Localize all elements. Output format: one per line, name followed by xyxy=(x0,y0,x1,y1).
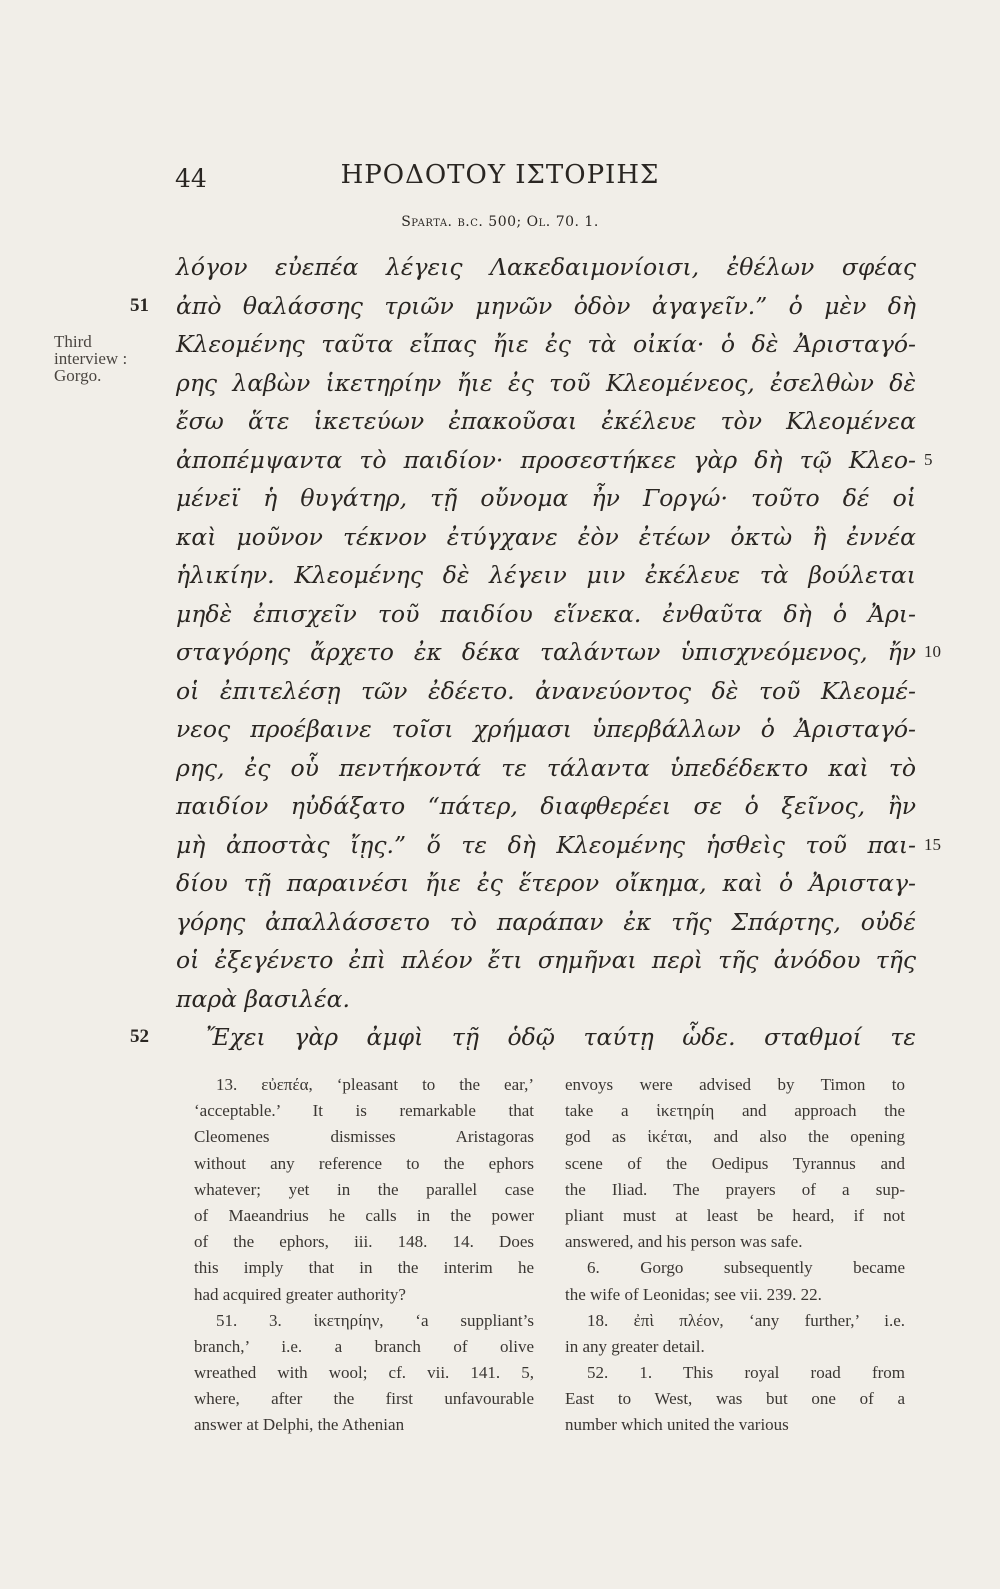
running-title: ΗΡΟΔΟΤΟΥ ΙΣΤΟΡΙΗΣ xyxy=(340,160,660,190)
line-number: 10 xyxy=(924,642,941,661)
greek-text-line xyxy=(176,325,916,364)
greek-text-line xyxy=(176,402,916,441)
greek-line-text: ἀποπέμψαντα τὸ παιδίον· προσεστήκεε γὰρ δὴ τῷ Κλεο- xyxy=(176,445,916,474)
greek-text-line xyxy=(176,749,916,788)
greek-line-text: λόγον εὐεπέα λέγεις Λακεδαιμονίοισι, ἐθέλων σφέας xyxy=(176,253,916,281)
greek-text-line xyxy=(176,941,916,980)
commentary-line: take a ἱκετηρίη and approach the xyxy=(565,1101,905,1121)
commentary-line: Cleomenes dismisses Aristagoras xyxy=(194,1127,534,1147)
greek-line-text: γόρης ἀπαλλάσσετο τὸ παράπαν ἐκ τῆς Σπάρτης, οὐδέ xyxy=(176,907,916,936)
greek-text-line xyxy=(176,710,916,749)
commentary-line: pliant must at least be heard, if not xyxy=(565,1205,905,1225)
commentary-line: branch,’ i.e. a branch of olive xyxy=(194,1336,534,1356)
commentary-line: in any greater detail. xyxy=(565,1336,705,1356)
commentary-line: East to West, was but one of a xyxy=(565,1389,905,1409)
greek-line-text: Κλεομένης ταῦτα εἴπας ἤιε ἐς τὰ οἰκία· ὁ δὲ Ἀρισταγό- xyxy=(176,330,916,358)
greek-text-line xyxy=(176,364,916,403)
commentary-line: 51. 3. ἱκετηρίην, ‘a suppliant’s xyxy=(216,1310,534,1330)
commentary-line: number which united the various xyxy=(565,1415,789,1435)
commentary-line: answer at Delphi, the Athenian xyxy=(194,1415,405,1435)
commentary-line: answered, and his person was safe. xyxy=(565,1232,803,1252)
greek-text-line xyxy=(130,287,916,326)
greek-text-line xyxy=(176,672,916,711)
greek-text-line xyxy=(176,441,933,480)
commentary-line: 13. εὐεπέα, ‘pleasant to the ear,’ xyxy=(216,1075,534,1094)
greek-text-line xyxy=(176,633,941,672)
section-number: 52 xyxy=(130,1026,149,1047)
commentary-line: god as ἱκέται, and also the opening xyxy=(565,1127,905,1147)
commentary-line: envoys were advised by Timon to xyxy=(565,1075,905,1094)
commentary-line: this imply that in the interim he xyxy=(194,1258,534,1278)
greek-text-line xyxy=(176,826,941,865)
greek-line-text: ρης λαβὼν ἱκετηρίην ἤιε ἐς τοῦ Κλεομένεος, ἐσελθὼν δὲ xyxy=(176,368,916,397)
commentary-left-column xyxy=(194,1072,534,1439)
commentary-line: wreathed with wool; cf. vii. 141. 5, xyxy=(194,1363,534,1383)
greek-line-text: παιδίον ηὐδάξατο “πάτερ, διαφθερέει σε ὁ ξεῖνος, ἢν xyxy=(176,792,916,820)
greek-text-line xyxy=(176,903,916,942)
greek-line-text: ἡλικίην. Κλεομένης δὲ λέγειν μιν ἐκέλευε τὰ βούλεται xyxy=(176,561,916,589)
greek-line-text: καὶ μοῦνον τέκνον ἐτύγχανε ἐὸν ἐτέων ὀκτὼ ἢ ἐννέα xyxy=(176,522,916,551)
greek-line-text: Ἔχει γὰρ ἀμφὶ τῇ ὁδῷ ταύτῃ ὧδε. σταθμοί τε xyxy=(206,1023,916,1051)
line-number: 15 xyxy=(924,834,941,854)
greek-line-text: νεος προέβαινε τοῖσι χρήμασι ὑπερβάλλων ὁ Ἀρισταγό- xyxy=(176,715,916,743)
greek-text-line xyxy=(176,248,916,287)
commentary-line: of Maeandrius he calls in the power xyxy=(194,1205,534,1225)
greek-text-line xyxy=(176,980,916,1019)
greek-line-text: ἀπὸ θαλάσσης τριῶν μηνῶν ὁδὸν ἀγαγεῖν.” ὁ μὲν δὴ xyxy=(176,291,916,320)
greek-text-line xyxy=(130,1018,916,1057)
commentary-line: the wife of Leonidas; see vii. 239. 22. xyxy=(565,1284,822,1304)
margin-note-line: interview : xyxy=(54,349,128,368)
greek-text-line xyxy=(176,518,916,557)
commentary-line: the Iliad. The prayers of a sup- xyxy=(565,1179,905,1199)
greek-line-text: μηδὲ ἐπισχεῖν τοῦ παιδίου εἵνεκα. ἐνθαῦτα δὴ ὁ Ἀρι- xyxy=(176,599,916,628)
greek-line-text: παρὰ βασιλέα. xyxy=(176,984,351,1013)
greek-text-block xyxy=(130,248,941,1057)
commentary-line: 52. 1. This royal road from xyxy=(587,1363,905,1383)
page-number: 44 xyxy=(175,164,207,193)
greek-line-text: ρης, ἐς οὗ πεντήκοντά τε τάλαντα ὑπεδέδεκτο καὶ τὸ xyxy=(176,753,916,782)
commentary-line: 6. Gorgo subsequently became xyxy=(587,1258,905,1278)
commentary-line: had acquired greater authority? xyxy=(194,1284,406,1304)
greek-text-line xyxy=(176,479,916,518)
greek-line-text: οἱ ἐξεγένετο ἐπὶ πλέον ἔτι σημῆναι περὶ τῆς ἀνόδου τῆς xyxy=(176,946,916,974)
commentary-line: of the ephors, iii. 148. 14. Does xyxy=(194,1232,534,1252)
greek-line-text: σταγόρης ἄρχετο ἐκ δέκα ταλάντων ὑπισχνεόμενος, ἤν xyxy=(176,638,916,666)
greek-line-text: μὴ ἀποστὰς ἴῃς.” ὅ τε δὴ Κλεομένης ἡσθεὶς τοῦ παι- xyxy=(176,830,916,859)
commentary-line: where, after the first unfavourable xyxy=(194,1389,534,1409)
commentary-line: without any reference to the ephors xyxy=(194,1153,534,1173)
greek-text-line xyxy=(176,864,916,903)
margin-note-line: Gorgo. xyxy=(54,366,102,385)
margin-note-line: Third xyxy=(54,332,92,351)
line-number: 5 xyxy=(924,449,933,469)
greek-line-text: μένεϊ ἡ θυγάτηρ, τῇ οὔνομα ἦν Γοργώ· τοῦτο δέ οἱ xyxy=(176,484,916,512)
margin-note xyxy=(54,333,172,384)
chronology-subhead: Sparta. b.c. 500; Ol. 70. 1. xyxy=(401,214,599,230)
commentary-right-column xyxy=(565,1072,905,1439)
greek-line-text: δίου τῇ παραινέσι ἤιε ἐς ἕτερον οἴκημα, καὶ ὁ Ἀρισταγ- xyxy=(176,869,916,897)
commentary-line: whatever; yet in the parallel case xyxy=(194,1179,534,1199)
commentary-line: scene of the Oedipus Tyrannus and xyxy=(565,1153,905,1173)
greek-line-text: ἔσω ἅτε ἱκετεύων ἐπακοῦσαι ἐκέλευε τὸν Κλεομένεα xyxy=(176,407,916,435)
greek-line-text: οἱ ἐπιτελέσῃ τῶν ἐδέετο. ἀνανεύοντος δὲ τοῦ Κλεομέ- xyxy=(176,676,916,705)
commentary-line: ‘acceptable.’ It is remarkable that xyxy=(194,1101,534,1121)
greek-text-line xyxy=(176,556,916,595)
greek-text-line xyxy=(176,595,916,634)
commentary-line: 18. ἐπὶ πλέον, ‘any further,’ i.e. xyxy=(587,1310,905,1330)
greek-text-line xyxy=(176,787,916,826)
section-number: 51 xyxy=(130,294,149,316)
